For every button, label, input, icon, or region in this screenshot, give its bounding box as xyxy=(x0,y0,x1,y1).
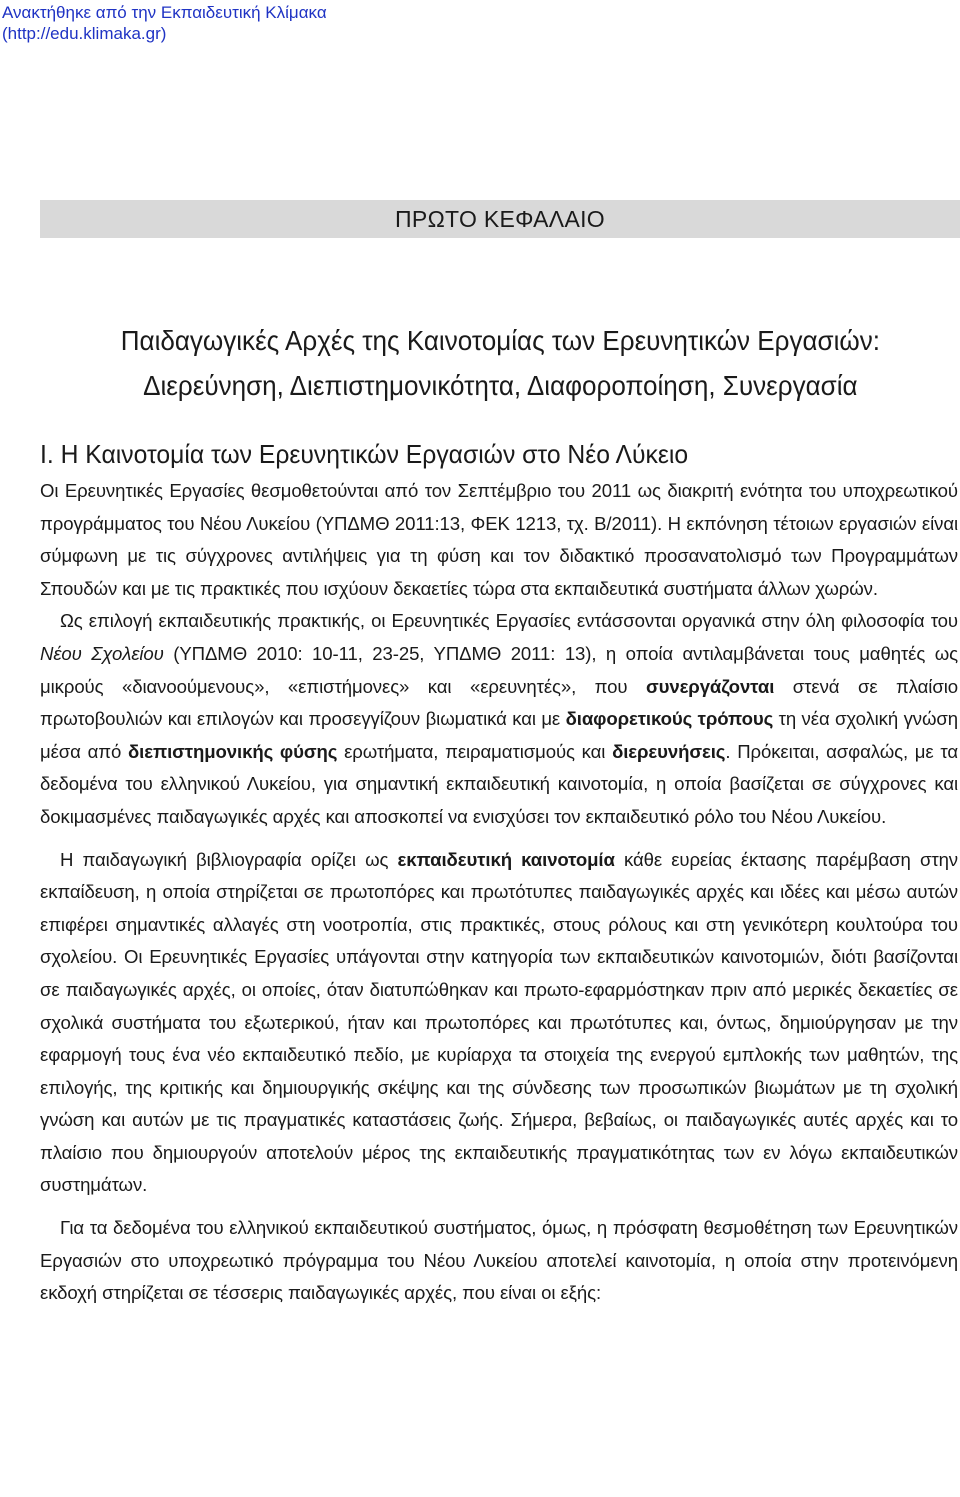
p2-bold-term-2: διαφορετικούς τρόπους xyxy=(565,708,774,730)
p2-text-4: τη νέα σχολική γνώση μέσα από xyxy=(40,708,958,762)
p2-bold-term-4: διερευνήσεις xyxy=(612,740,726,762)
p3-text-1: Η παιδαγωγική βιβλιογραφία ορίζει ως xyxy=(60,848,398,870)
source-attribution xyxy=(2,2,327,44)
paragraph-1: Οι Ερευνητικές Εργασίες θεσμοθετούνται από τον Σεπτέμβριο του 2011 ως διακριτή ενότητα του υποχρεωτικού προγράμματος του Νέου Λυκείου (ΥΠΔΜΘ 2011:13, ΦΕΚ 1213, τχ. Β/2011). Η εκπόνηση τέτοιων εργασιών είναι σύμφωνη με τις σύγχρονες αντιλήψεις για τη φύση και τον διδακτικό προσανατολισμό των Προγραμμάτων Σπουδών και με τις πρακτικές που ισχύουν δεκαετίες τώρα στα εκπαιδευτικά συστήματα άλλων χωρών. xyxy=(40,480,958,599)
p2-text-5: ερωτήματα, πειραματισμούς και xyxy=(337,740,613,762)
p2-bold-term-3: διεπιστημονικής φύσης xyxy=(127,740,338,762)
paragraph-2 xyxy=(40,605,958,833)
p3-bold-term: εκπαιδευτική καινοτομία xyxy=(397,848,615,870)
paragraph-4: Για τα δεδομένα του ελληνικού εκπαιδευτικού συστήματος, όμως, η πρόσφατη θεσμοθέτηση των Ερευνητικών Εργασιών στο υποχρεωτικό πρόγραμμα του Νέου Λυκείου αποτελεί καινοτομία, η οποία στην προτεινόμενη εκδοχή στηρίζεται σε τέσσερις παιδαγωγικές αρχές, που είναι οι εξής: xyxy=(40,1217,958,1304)
main-title-line-2: Διερεύνηση, Διεπιστημονικότητα, Διαφοροποίηση, Συνεργασία xyxy=(143,370,858,401)
main-title xyxy=(40,318,960,408)
source-url-link[interactable]: (http://edu.klimaka.gr) xyxy=(2,24,167,43)
source-line-1[interactable]: Ανακτήθηκε από την Εκπαιδευτική Κλίμακα xyxy=(2,3,327,22)
p2-italic-term: Νέου Σχολείου xyxy=(40,642,164,664)
p2-text-6: . Πρόκειται, ασφαλώς, με τα δεδομένα του ελληνικού Λυκείου, για σημαντική εκπαιδευτική καινοτομία, η οποία βασίζεται σε σύγχρονες και δοκιμασμένες παιδαγωγικές αρχές και αποσκοπεί να ενισχύσει τον εκπαιδευτικό ρόλο του Νέου Λυκείου. xyxy=(40,740,958,827)
chapter-banner xyxy=(40,200,960,238)
p2-bold-term-1: συνεργάζονται xyxy=(645,675,775,697)
section-heading: Ι. Η Καινοτομία των Ερευνητικών Εργασιών στο Νέο Λύκειο xyxy=(40,439,689,469)
p2-text-3: στενά σε πλαίσιο πρωτοβουλιών και επιλογών και προσεγγίζουν βιωματικά και με xyxy=(40,675,958,730)
chapter-title: ΠΡΩΤΟ ΚΕΦΑΛΑΙΟ xyxy=(395,206,605,232)
p2-text-1: Ως επιλογή εκπαιδευτικής πρακτικής, οι Ερευνητικές Εργασίες εντάσσονται οργανικά στην όλη φιλοσοφία του xyxy=(60,610,958,632)
p3-text-2: κάθε ευρείας έκτασης παρέμβαση στην εκπαίδευση, η οποία στηρίζεται σε πρωτοπόρες και πρωτότυπες παιδαγωγικές αρχές και ιδέες και μέσω αυτών επιφέρει σημαντικές αλλαγές στη νοοτροπία, στις πρακτικές, στους ρόλους και στη γενικότερη κουλτούρα του σχολείου. Οι Ερευνητικές Εργασίες υπάγονται στην κατηγορία των εκπαιδευτικών καινοτομιών, διότι βασίζονται σε παιδαγωγικές αρχές, οι οποίες, όταν διατυπώθηκαν και πρωτο-εφαρμόστηκαν πριν από μερικές δεκαετίες σε σχολικά συστήματα του εξωτερικού, ήταν και πρωτοπόρες και πρωτότυπες και, όντως, δημιούργησαν με την εφαρμογή τους ένα νέο εκπαιδευτικό πεδίο, με κυρίαρχα τα στοιχεία της ενεργού εμπλοκής των μαθητών, της επιλογής, της κριτικής και δημιουργικής σκέψης και της σύνδεσης των προσωπικών βιωμάτων με τη σχολική γνώση και αυτών με τις πραγματικές καταστάσεις ζωής. Σήμερα, βεβαίως, οι παιδαγωγικές αυτές αρχές και το πλαίσιο που δημιουργούν αποτελούν μέρος της εκπαιδευτικής πραγματικότητας των εν λόγω εκπαιδευτικών συστημάτων. xyxy=(40,848,959,1196)
main-title-line-1: Παιδαγωγικές Αρχές της Καινοτομίας των Ερευνητικών Εργασιών: xyxy=(120,325,880,356)
paragraph-3 xyxy=(40,844,958,1203)
body-text xyxy=(40,475,958,1310)
p2-text-2: (ΥΠΔΜΘ 2010: 10-11, 23-25, ΥΠΔΜΘ 2011: 13), η οποία αντιλαμβάνεται τους μαθητές ως μικρούς «διανοούμενους», «επιστήμονες» και «ερευνητές», που xyxy=(40,642,958,697)
